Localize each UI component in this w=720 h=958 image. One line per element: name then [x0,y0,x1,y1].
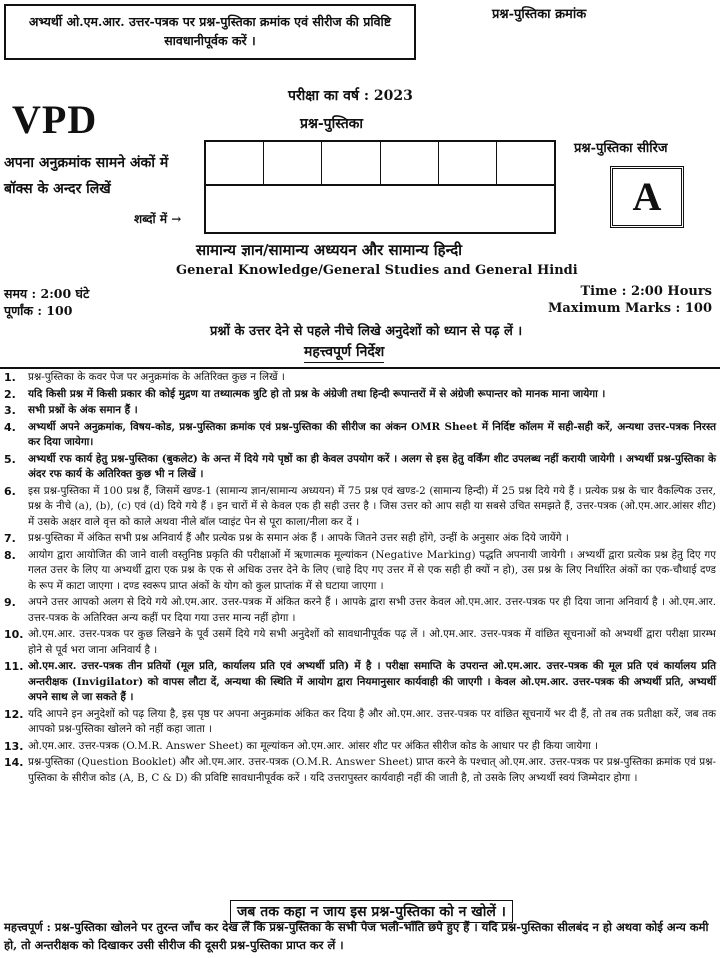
marks-english: Maximum Marks : 100 [548,301,712,316]
in-words-text: शब्दों में [134,212,167,226]
instruction-item [4,755,716,786]
series-label: प्रश्न-पुस्तिका सीरिज [574,141,668,156]
instruction-item [4,739,716,754]
instruction-text: प्रश्न-पुस्तिका (Question Booklet) और ओ.एम.आर. उत्तर-पत्रक (O.M.R. Answer Sheet) प्राप्त करने के पश्चात् ओ.एम.आर. उत्तर-पत्रक पर प्रश्न-पुस्तिका क्रमांक एवं प्रश्न-पुस्तिका के सीरीज कोड (A, B, C & D) की प्रविष्टि सावधानीपूर्वक करें । यदि उत्तरापुस्तर कार्यवाही नहीं की जाती है, तो उसके लिए अभ्यर्थी स्वयं जिम्मेदार होगा । [28,756,716,784]
paper-code: VPD [12,97,98,142]
instruction-number: 5. [4,452,16,466]
roll-number-words-box[interactable] [204,186,556,234]
instruction-item [4,531,716,546]
series-box: A [610,166,684,228]
subject-english: General Knowledge/General Studies and General Hindi [176,263,578,278]
instruction-number: 6. [4,484,16,498]
instruction-item [4,659,716,705]
instruction-item [4,484,716,530]
time-hindi: समय : 2:00 घंटे [4,286,90,301]
instruction-number: 8. [4,548,16,562]
meta-hindi [4,285,89,319]
marks-hindi: पूर्णांक : 100 [4,303,73,318]
instruction-item [4,548,716,594]
instruction-text: आयोग द्वारा आयोजित की जाने वाली वस्तुनिष्ठ प्रकृति की परीक्षाओं में ऋणात्मक मूल्यांकन (Negative Marking) पद्धति अपनायी जायेगी । अभ्यर्थी द्वारा प्रत्येक प्रश्न हेतु दिए गए गलत उत्तर के लिए या अभ्यर्थी द्वारा एक प्रश्न के एक से अधिक उत्तर देने के लिए (चाहे दिए गए उत्तर में से एक सही ही क्यों न हो), उस प्रश्न के लिए निर्धारित अंकों का एक-चौथाई दण्ड के रूप में काटा जाएगा । दण्ड स्वरूप प्राप्त अंकों के योग को कुल प्राप्तांक में से घटाया जाएगा । [28,548,716,592]
booklet-title: प्रश्न-पुस्तिका [300,116,364,132]
roll-digit-box[interactable] [264,142,322,184]
meta-english [548,283,712,317]
instruction-number: 4. [4,420,16,434]
roll-digit-box[interactable] [381,142,439,184]
instruction-number: 7. [4,532,16,546]
instruction-number: 10. [4,628,24,642]
read-instructions-note: प्रश्नों के उत्तर देने से पहले नीचे लिखे अनुदेशों को ध्यान से पढ़ लें । [210,324,523,339]
roll-number-digit-boxes[interactable] [204,140,556,186]
instruction-text: इस प्रश्न-पुस्तिका में 100 प्रश्न हैं, जिसमें खण्ड-1 (सामान्य ज्ञान/सामान्य अध्ययन) में 75 प्रश्न एवं खण्ड-2 (सामान्य हिन्दी) में 25 प्रश्न दिये गये हैं । प्रत्येक प्रश्न के चार वैकल्पिक उत्तर, प्रश्न के नीचे (a), (b), (c) एवं (d) दिये गये हैं । इन चारों में से केवल एक ही सही उत्तर है । जिस उत्तर को आप सही या सबसे उचित समझते हैं, उत्तर-पत्रक (ओ.एम.आर.आंसर शीट) में उसके अक्षर वाले वृत्त को काले अथवा नीले बॉल प्वाइंट पेन से पूरा काला/नीला कर दें । [28,484,716,528]
instructions-list [4,370,716,787]
important-note: महत्त्वपूर्ण : प्रश्न-पुस्तिका खोलने पर तुरन्त जाँच कर देख लें कि प्रश्न-पुस्तिका के सभी पेज भली-भाँति छपे हुए हैं । यदि प्रश्न-पुस्तिका सीलबंद न हो अथवा कोई अन्य कमी हो, तो अन्तरीक्षक को दिखाकर उसी सीरीज की दूसरी प्रश्न-पुस्तिका प्राप्त कर लें । [4,920,709,952]
instruction-item [4,420,716,451]
roll-digit-box[interactable] [497,142,554,184]
omr-entry-note: अभ्यर्थी ओ.एम.आर. उत्तर-पत्रक पर प्रश्न-पुस्तिका क्रमांक एवं सीरीज की प्रविष्टि सावधानीपूर्वक करें । [4,4,416,60]
instruction-text: ओ.एम.आर. उत्तर-पत्रक तीन प्रतियों (मूल प्रति, कार्यालय प्रति एवं अभ्यर्थी प्रति) में है । परीक्षा समाप्ति के उपरान्त ओ.एम.आर. उत्तर-पत्रक की मूल प्रति एवं कार्यालय प्रति अन्तरीक्षक (Invigilator) को वापस लौटा दें, अन्यथा की स्थिति में आयोग द्वारा नियमानुसार कार्यवाही की जाएगी । केवल ओ.एम.आर. उत्तर-पत्रक की अभ्यर्थी प्रति, अभ्यर्थी अपने साथ ले जा सकते हैं । [28,660,716,703]
instruction-text: यदि आपने इन अनुदेशों को पढ़ लिया है, इस पृष्ठ पर अपना अनुक्रमांक अंकित कर दिया है और ओ.एम.आर. उत्तर-पत्रक पर वांछित सूचनायें भर दी हैं, तो तब तक प्रतीक्षा करें, जब तक आपको प्रश्न-पुस्तिका खोलने को नहीं कहा जाता । [28,707,716,735]
roll-digit-box[interactable] [322,142,380,184]
roll-digit-box[interactable] [439,142,497,184]
do-not-open-notice: जब तक कहा न जाय इस प्रश्न-पुस्तिका को न खोलें । [230,900,513,923]
time-english: Time : 2:00 Hours [580,284,712,299]
instruction-number: 1. [4,371,16,384]
instruction-number: 9. [4,596,16,610]
booklet-number-label: प्रश्न-पुस्तिका क्रमांक [492,7,587,22]
instruction-text: प्रश्न-पुस्तिका के कवर पेज पर अनुक्रमांक के अतिरिक्त कुछ न लिखें । [28,371,285,383]
instruction-text: अभ्यर्थी अपने अनुक्रमांक, विषय-कोड, प्रश्न-पुस्तिका क्रमांक एवं प्रश्न-पुस्तिका की सीरीज का अंकन OMR Sheet में निर्दिष्ट कॉलम में सही-सही करें, अन्यथा उत्तर-पत्रक निरस्त कर दिया जायेगा। [28,420,716,449]
instruction-item [4,387,716,402]
roll-number-instruction [4,150,168,202]
subject-hindi: सामान्य ज्ञान/सामान्य अध्ययन और सामान्य हिन्दी [196,241,463,259]
roll-digit-box[interactable] [206,142,264,184]
instruction-number: 3. [4,404,16,418]
instruction-item [4,707,716,738]
instruction-item [4,452,716,483]
instruction-number: 2. [4,387,16,401]
exam-year: परीक्षा का वर्ष : 2023 [288,88,413,104]
instruction-number: 12. [4,707,24,721]
arrow-right-icon: → [171,212,182,226]
roll-instruction-line2: बॉक्स के अन्दर लिखें [4,181,111,197]
instruction-item [4,595,716,626]
in-words-label [134,210,181,227]
divider [0,367,720,369]
instruction-text: ओ.एम.आर. उत्तर-पत्रक पर कुछ लिखने के पूर्व उसमें दिये गये सभी अनुदेशों को सावधानीपूर्वक पढ़ लें । ओ.एम.आर. उत्तर-पत्रक में वांछित सूचनाओं को अभ्यर्थी द्वारा परीक्षा प्रारम्भ होने से पूर्व भरा जाना अनिवार्य है । [28,628,716,656]
instruction-text: सभी प्रश्नों के अंक समान हैं । [28,404,138,417]
instruction-text: यदि किसी प्रश्न में किसी प्रकार की कोई मुद्रण या तथ्यात्मक त्रुटि हो तो प्रश्न के अंग्रेजी तथा हिन्दी रूपान्तरों में से अंग्रेजी रूपान्तर को मानक माना जायेगा । [28,387,606,400]
instructions-heading: महत्त्वपूर्ण निर्देश [304,342,384,363]
instruction-item [4,403,716,418]
instruction-text: ओ.एम.आर. उत्तर-पत्रक (O.M.R. Answer Sheet) का मूल्यांकन ओ.एम.आर. आंसर शीट पर अंकित सीरीज कोड के आधार पर ही किया जायेगा । [28,739,599,752]
instruction-number: 13. [4,739,24,753]
instruction-number: 14. [4,756,24,770]
roll-instruction-line1: अपना अनुक्रमांक सामने अंकों में [4,155,169,171]
instruction-text: प्रश्न-पुस्तिका में अंकित सभी प्रश्न अनिवार्य हैं और प्रत्येक प्रश्न के समान अंक हैं । आपके जितने उत्तर सही होंगे, उन्हीं के अनुसार अंक दिये जायेंगे । [28,532,569,545]
instruction-text: अभ्यर्थी रफ कार्य हेतु प्रश्न-पुस्तिका (बुकलेट) के अन्त में दिये गये पृष्ठों का ही केवल उपयोग करें । अलग से इस हेतु वर्किंग शीट उपलब्ध नहीं करायी जायेगी । अभ्यर्थी प्रश्न-पुस्तिका के अंदर रफ कार्य के अतिरिक्त कुछ भी न लिखें । [28,452,716,481]
instruction-item [4,370,716,385]
instruction-text: अपने उत्तर आपको अलग से दिये गये ओ.एम.आर. उत्तर-पत्रक में अंकित करने हैं । आपके द्वारा सभी उत्तर केवल ओ.एम.आर. उत्तर-पत्रक पर ही दिया जाना अनिवार्य है । ओ.एम.आर. उत्तर-पत्रक के अतिरिक्त अन्य कहीं पर दिया गया उत्तर मान्य नहीं होगा । [28,596,716,624]
instruction-number: 11. [4,660,24,674]
instruction-item [4,627,716,658]
